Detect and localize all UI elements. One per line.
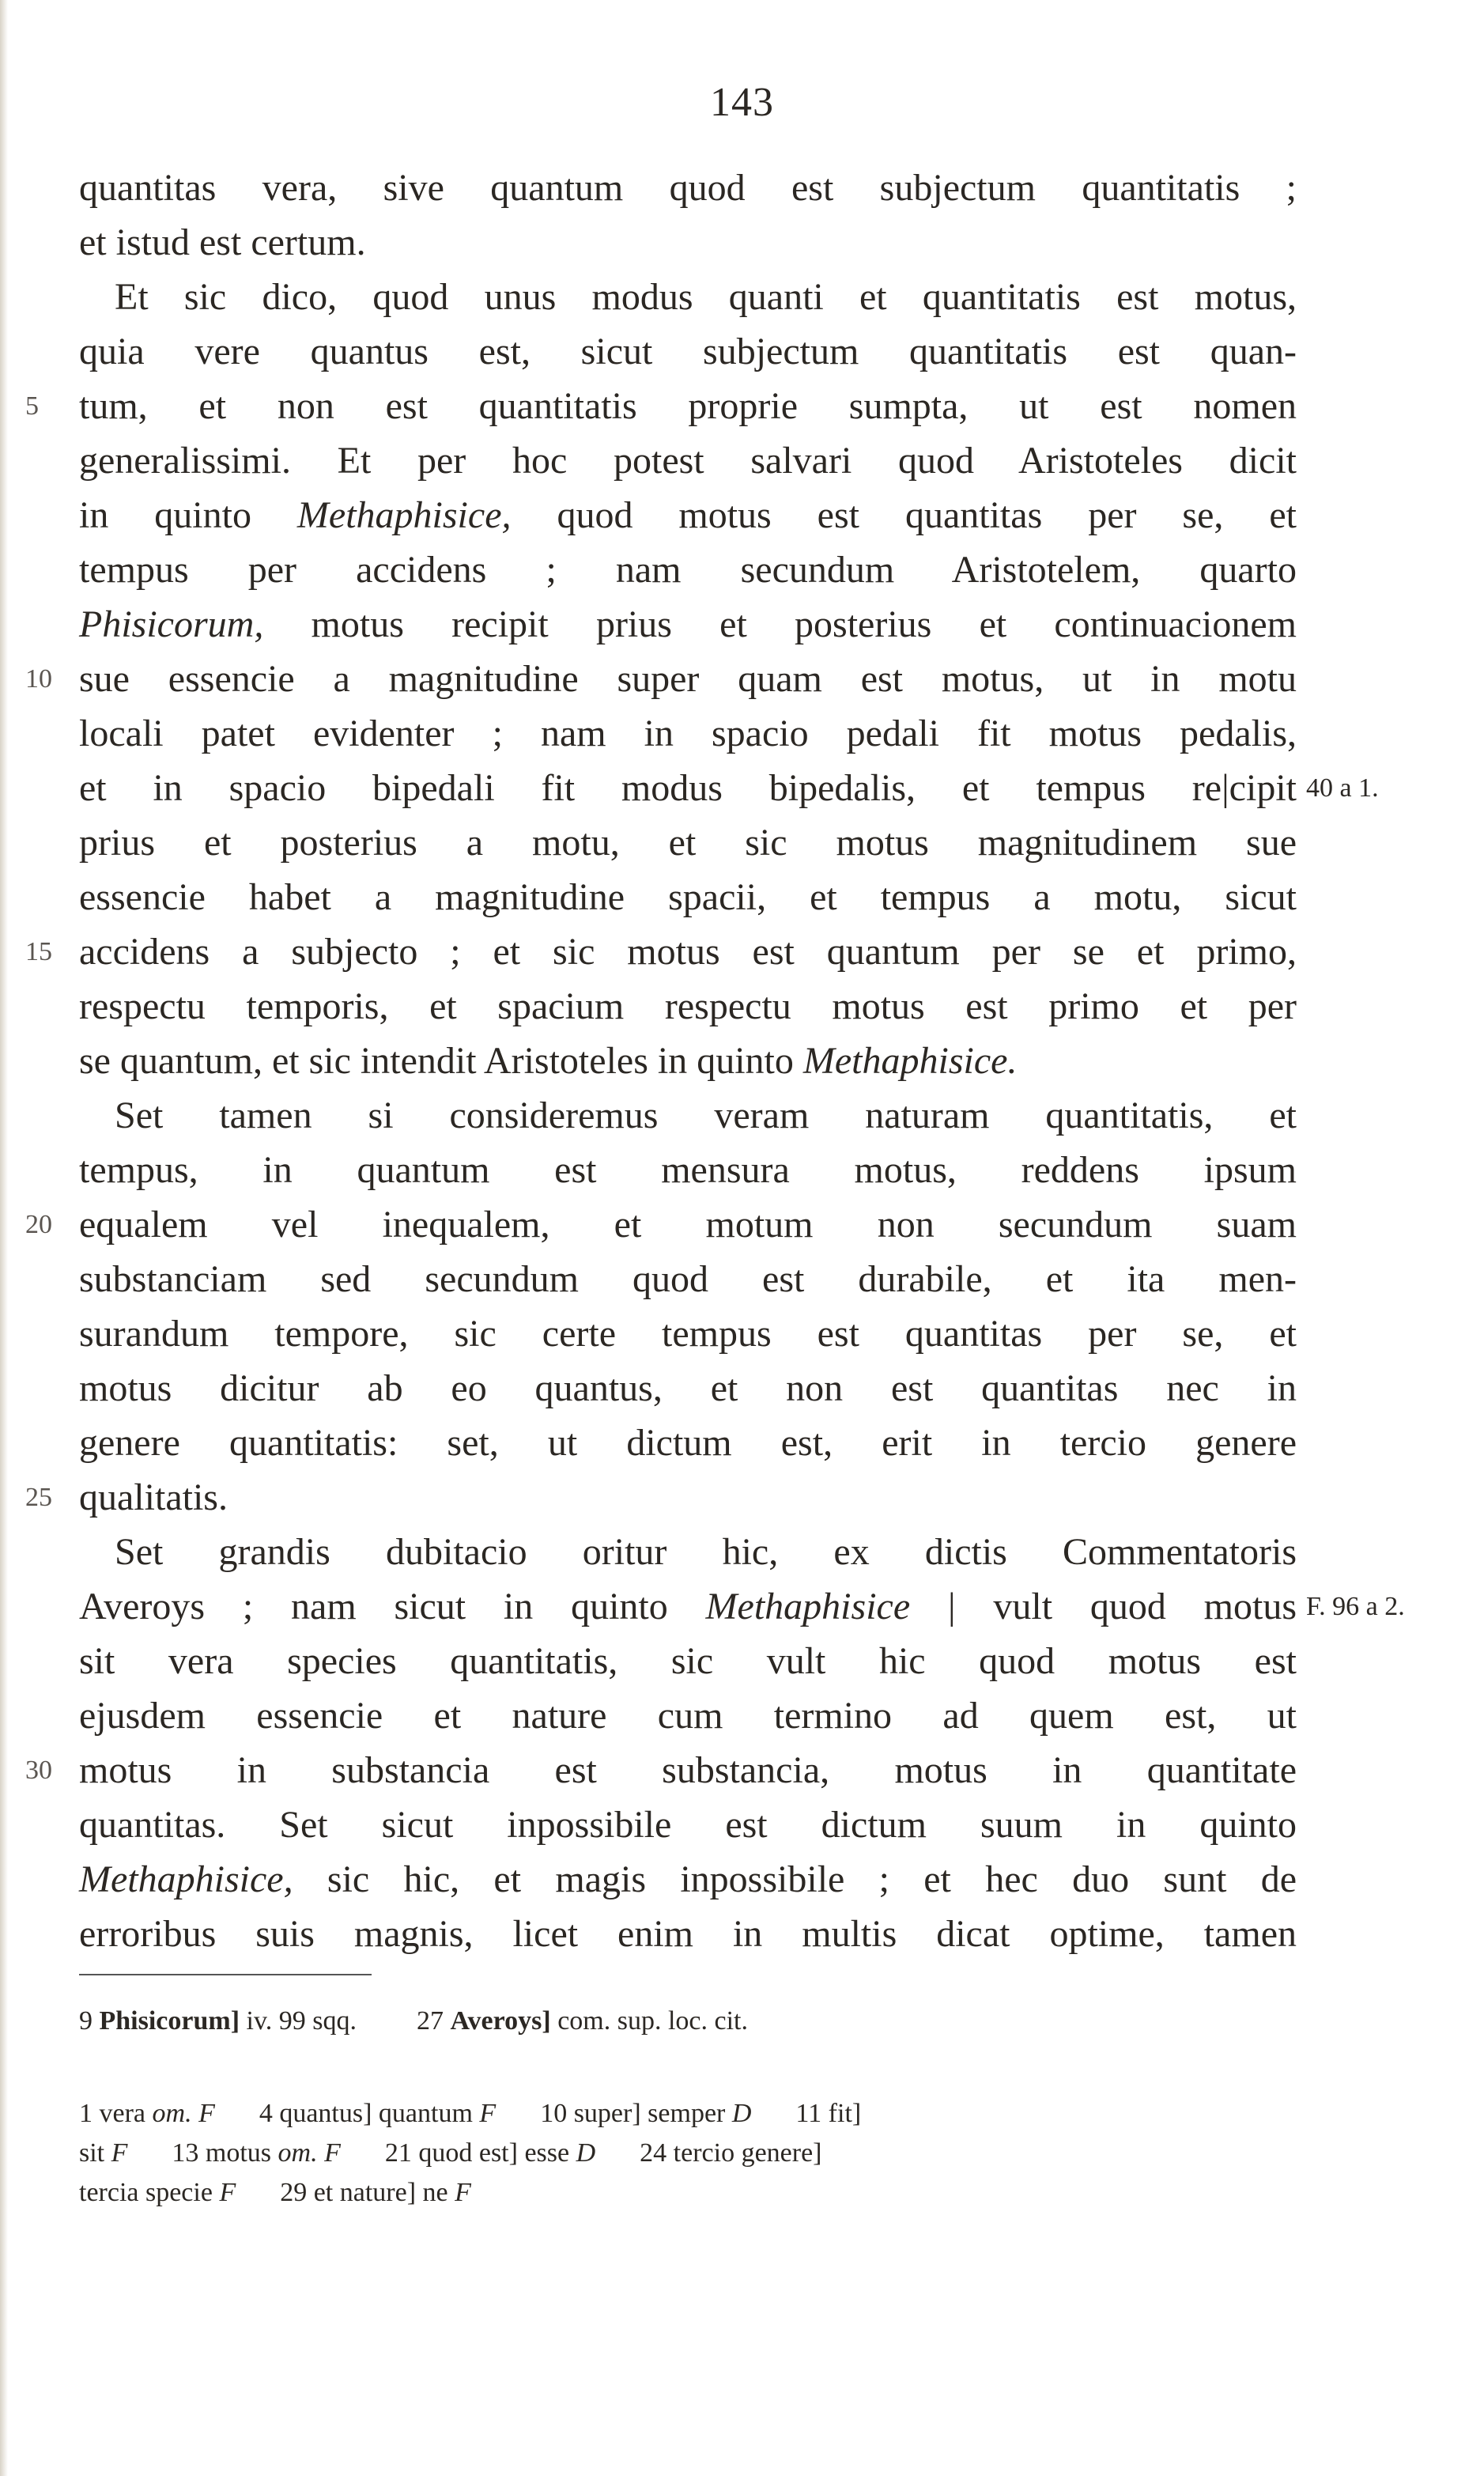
variant-siglum: F	[219, 2178, 236, 2207]
folio-reference: 40 a 1.	[1306, 773, 1379, 803]
text-line	[25, 1743, 1297, 1797]
variant-apparatus	[79, 2094, 1308, 2213]
line-text: motus in substancia est substancia, motus in quantitate	[79, 1749, 1297, 1791]
line-text: locali patet evidenter ; nam in spacio pedali fit motus pedalis,	[79, 713, 1297, 754]
text-line	[79, 1034, 1297, 1088]
variant-reading: quantus] quantum	[279, 2099, 473, 2128]
line-text: ejusdem essencie et nature cum termino ad quem est, ut	[79, 1695, 1297, 1737]
text-line	[79, 1688, 1297, 1743]
line-text: | vult quod motus	[910, 1586, 1297, 1627]
variant-reading: tercia specie	[79, 2178, 213, 2207]
text-line	[79, 270, 1297, 324]
line-text: tum, et non est quantitatis proprie sumpta, ut est nomen	[79, 385, 1297, 427]
text-line	[79, 1306, 1297, 1361]
text-line	[25, 1197, 1297, 1252]
text-line	[25, 652, 1297, 706]
variant-entry	[385, 2134, 595, 2173]
source-note	[417, 2001, 748, 2042]
variant-entry	[79, 2094, 215, 2134]
variant-reading: vera	[99, 2099, 146, 2128]
variant-entry	[259, 2094, 496, 2134]
line-text: erroribus suis magnis, licet enim in multis dicat optime, tamen	[79, 1913, 1297, 1955]
variant-reading: motus	[205, 2138, 272, 2168]
variant-line-number: 1	[79, 2099, 93, 2128]
line-number: 5	[25, 391, 39, 421]
text-line	[79, 1416, 1297, 1470]
variant-siglum: F	[479, 2099, 497, 2128]
line-text: genere quantitatis: set, ut dictum est, erit in tercio genere	[79, 1422, 1297, 1464]
line-text: motus recipit prius et posterius et continuacionem	[263, 603, 1297, 645]
text-line	[79, 215, 1297, 270]
variant-reading: tercio genere]	[673, 2138, 822, 2168]
variant-reading: fit]	[828, 2099, 862, 2128]
line-text: se quantum, et sic intendit Aristoteles in quinto	[79, 1040, 803, 1082]
line-text: prius et posterius a motu, et sic motus magnitudinem sue	[79, 822, 1297, 864]
text-line	[79, 1797, 1297, 1852]
line-text: quantitas. Set sicut inpossibile est dictum suum in quinto	[79, 1804, 1297, 1846]
text-line	[79, 1852, 1297, 1907]
note-reference: iv. 99 sqq.	[246, 2006, 357, 2036]
line-text: et istud est certum.	[79, 221, 366, 263]
line-text: in quinto	[79, 494, 297, 536]
line-text: quod motus est quantitas per se, et	[511, 494, 1297, 536]
folio-reference: F. 96 a 2.	[1306, 1592, 1405, 1621]
line-text: sit vera species quantitatis, sic vult hic quod motus est	[79, 1640, 1297, 1682]
variant-entry	[172, 2134, 340, 2173]
variant-siglum: F	[455, 2178, 471, 2207]
note-number: 27	[417, 2006, 444, 2036]
variant-line-number: 4	[259, 2099, 273, 2128]
text-line	[79, 1143, 1297, 1197]
variant-reading: super] semper	[573, 2099, 726, 2128]
variant-line	[79, 2134, 1308, 2173]
line-text: tempus per accidens ; nam secundum Aristotelem, quarto	[79, 549, 1297, 591]
variant-entry	[280, 2173, 471, 2213]
text-line	[79, 161, 1297, 215]
footnote-rule	[79, 1974, 372, 1975]
variant-line-number: 13	[172, 2138, 199, 2168]
text-line	[79, 488, 1297, 542]
line-text: accidens a subjecto ; et sic motus est quantum per se et primo,	[79, 931, 1297, 973]
variant-line-number: 21	[384, 2138, 412, 2168]
line-text: qualitatis.	[79, 1476, 228, 1518]
line-text: Set grandis dubitacio oritur hic, ex dictis Commentatoris	[115, 1531, 1297, 1573]
line-text: surandum tempore, sic certe tempus est quantitas per se, et	[79, 1313, 1297, 1355]
line-text: quantitas vera, sive quantum quod est subjectum quantitatis ;	[79, 167, 1297, 209]
line-text: generalissimi. Et per hoc potest salvari quod Aristoteles dicit	[79, 440, 1297, 482]
italic-title: Methaphisice,	[296, 494, 512, 536]
text-line	[79, 1525, 1297, 1579]
line-number: 15	[25, 937, 52, 966]
variant-siglum: D	[731, 2099, 752, 2128]
line-text: Averoys ; nam sicut in quinto	[79, 1586, 706, 1627]
italic-title: Phisicorum,	[79, 603, 264, 645]
line-text: equalem vel inequalem, et motum non secundum suam	[79, 1204, 1297, 1246]
line-text: quia vere quantus est, sicut subjectum quantitatis est quan-	[79, 331, 1297, 372]
text-line	[79, 1907, 1297, 1961]
variant-entry	[795, 2094, 861, 2134]
line-number: 25	[25, 1483, 52, 1512]
text-line	[79, 433, 1297, 488]
line-text: tempus, in quantum est mensura motus, reddens ipsum	[79, 1149, 1297, 1191]
text-line	[25, 1470, 1297, 1525]
variant-line	[79, 2094, 1308, 2134]
variant-line	[79, 2173, 1308, 2213]
source-note	[79, 2001, 357, 2042]
text-line	[79, 761, 1379, 815]
note-reference: com. sup. loc. cit.	[557, 2006, 748, 2036]
source-notes	[79, 2001, 1312, 2042]
text-line	[79, 870, 1297, 924]
line-text: essencie habet a magnitudine spacii, et tempus a motu, sicut	[79, 876, 1297, 918]
text-line	[79, 815, 1297, 870]
text-line	[79, 706, 1297, 761]
page-number: 143	[710, 80, 774, 125]
text-line	[79, 1634, 1297, 1688]
variant-reading: quod est] esse	[418, 2138, 570, 2168]
variant-line-number: 10	[540, 2099, 568, 2128]
line-text: sic hic, et magis inpossibile ; et hec duo sunt de	[293, 1858, 1297, 1900]
variant-entry	[640, 2134, 821, 2173]
note-lemma: Averoys]	[450, 2006, 551, 2036]
variant-siglum: om. F	[152, 2099, 215, 2128]
text-line	[79, 1252, 1297, 1306]
variant-line-number: 24	[640, 2138, 667, 2168]
text-line	[79, 979, 1297, 1034]
variant-line-number: 29	[280, 2178, 308, 2207]
italic-title: Methaphisice	[705, 1586, 911, 1627]
line-text: motus dicitur ab eo quantus, et non est quantitas nec in	[79, 1367, 1297, 1409]
text-line	[79, 542, 1297, 597]
text-line	[79, 324, 1297, 379]
note-lemma: Phisicorum]	[99, 2006, 240, 2036]
text-line	[25, 924, 1297, 979]
italic-title: Methaphisice,	[79, 1858, 293, 1900]
line-text: sue essencie a magnitudine super quam est motus, ut in motu	[79, 658, 1297, 700]
text-line	[79, 1088, 1297, 1143]
page-edge-shadow	[0, 0, 8, 2476]
variant-siglum: om. F	[278, 2138, 341, 2168]
line-text: et in spacio bipedali fit modus bipedalis, et tempus re|cipit	[79, 767, 1297, 809]
variant-entry	[79, 2134, 127, 2173]
line-text: respectu temporis, et spacium respectu motus est primo et per	[79, 985, 1297, 1027]
variant-reading: sit	[79, 2138, 105, 2168]
line-number: 20	[25, 1210, 52, 1239]
line-number: 30	[25, 1756, 52, 1785]
note-number: 9	[79, 2006, 93, 2036]
variant-entry	[79, 2173, 236, 2213]
line-text: Set tamen si consideremus veram naturam quantitatis, et	[115, 1094, 1297, 1136]
variant-line-number: 11	[795, 2099, 822, 2128]
text-line	[79, 597, 1297, 652]
variant-entry	[540, 2094, 751, 2134]
italic-title: Methaphisice.	[802, 1040, 1018, 1082]
text-line	[79, 1579, 1405, 1634]
line-text: substanciam sed secundum quod est durabile, et ita men-	[79, 1258, 1297, 1300]
main-text-block	[25, 161, 1405, 1961]
text-line	[25, 379, 1297, 433]
variant-siglum: D	[576, 2138, 596, 2168]
text-line	[79, 1361, 1297, 1416]
line-number: 10	[25, 664, 52, 694]
variant-siglum: F	[111, 2138, 128, 2168]
variant-reading: et nature] ne	[313, 2178, 448, 2207]
line-text: Et sic dico, quod unus modus quanti et quantitatis est motus,	[115, 276, 1297, 318]
